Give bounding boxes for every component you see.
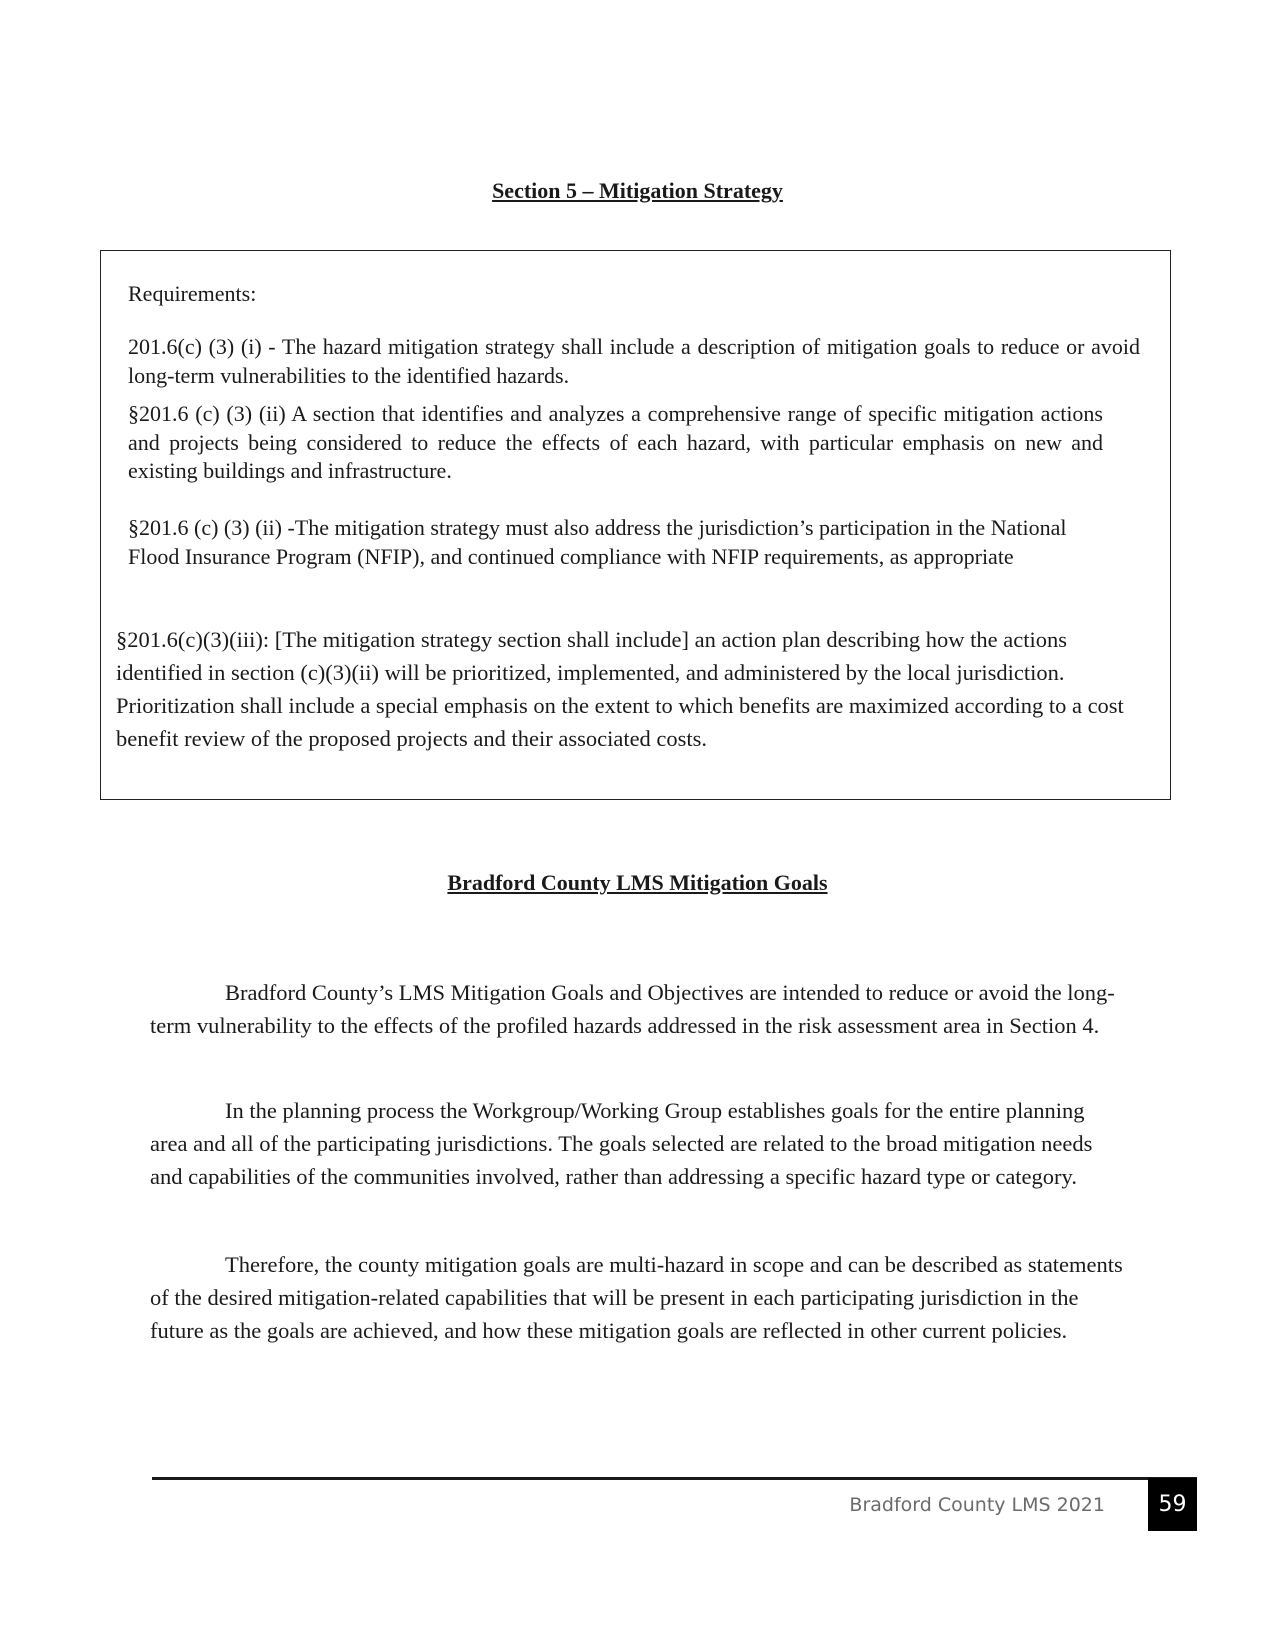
requirements-box — [100, 250, 1171, 800]
section-title: Section 5 – Mitigation Strategy — [492, 178, 783, 203]
body-paragraph: In the planning process the Workgroup/Working Group establishes goals for the entire planning area and all of the participating jurisdictions. The goals selected are related to the broad mitigation needs and capabilities of the communities involved, rather than addressing a specific hazard type or category. — [150, 1098, 1093, 1189]
requirements-label: Requirements: — [128, 281, 257, 306]
requirement-item: §201.6 (c) (3) (ii) -The mitigation strategy must also address the jurisdiction’s participation in the National Flood Insurance Program (NFIP), and continued compliance with NFIP requirements, as appropriate — [128, 515, 1067, 569]
body-paragraph: Bradford County’s LMS Mitigation Goals and Objectives are intended to reduce or avoid the long-term vulnerability to the effects of the profiled hazards addressed in the risk assessment area in Section 4. — [150, 980, 1115, 1038]
requirement-item: 201.6(c) (3) (i) - The hazard mitigation strategy shall include a description of mitigation goals to reduce or avoid long-term vulnerabilities to the identified hazards. — [128, 334, 1140, 388]
goals-heading: Bradford County LMS Mitigation Goals — [447, 870, 828, 895]
page-number: 59 — [1148, 1478, 1197, 1531]
requirement-item: §201.6(c)(3)(iii): [The mitigation strategy section shall include] an action plan describing how the actions identified in section (c)(3)(ii) will be prioritized, implemented, and administered by the local jurisdiction. Prioritization shall include a special emphasis on the extent to which benefits are maximized according to a cost benefit review of the proposed projects and their associated costs. — [116, 627, 1124, 751]
requirement-item: §201.6 (c) (3) (ii) A section that identifies and analyzes a comprehensive range of specific mitigation actions and projects being considered to reduce the effects of each hazard, with particular emphasis on new and existing buildings and infrastructure. — [128, 401, 1103, 483]
footer-rule — [152, 1477, 1197, 1480]
body-paragraph: Therefore, the county mitigation goals are multi-hazard in scope and can be described as statements of the desired mitigation-related capabilities that will be present in each participating jurisdiction in the future as the goals are achieved, and how these mitigation goals are reflected in other current policies. — [150, 1252, 1123, 1343]
footer-doc-title: Bradford County LMS 2021 — [849, 1494, 1105, 1516]
